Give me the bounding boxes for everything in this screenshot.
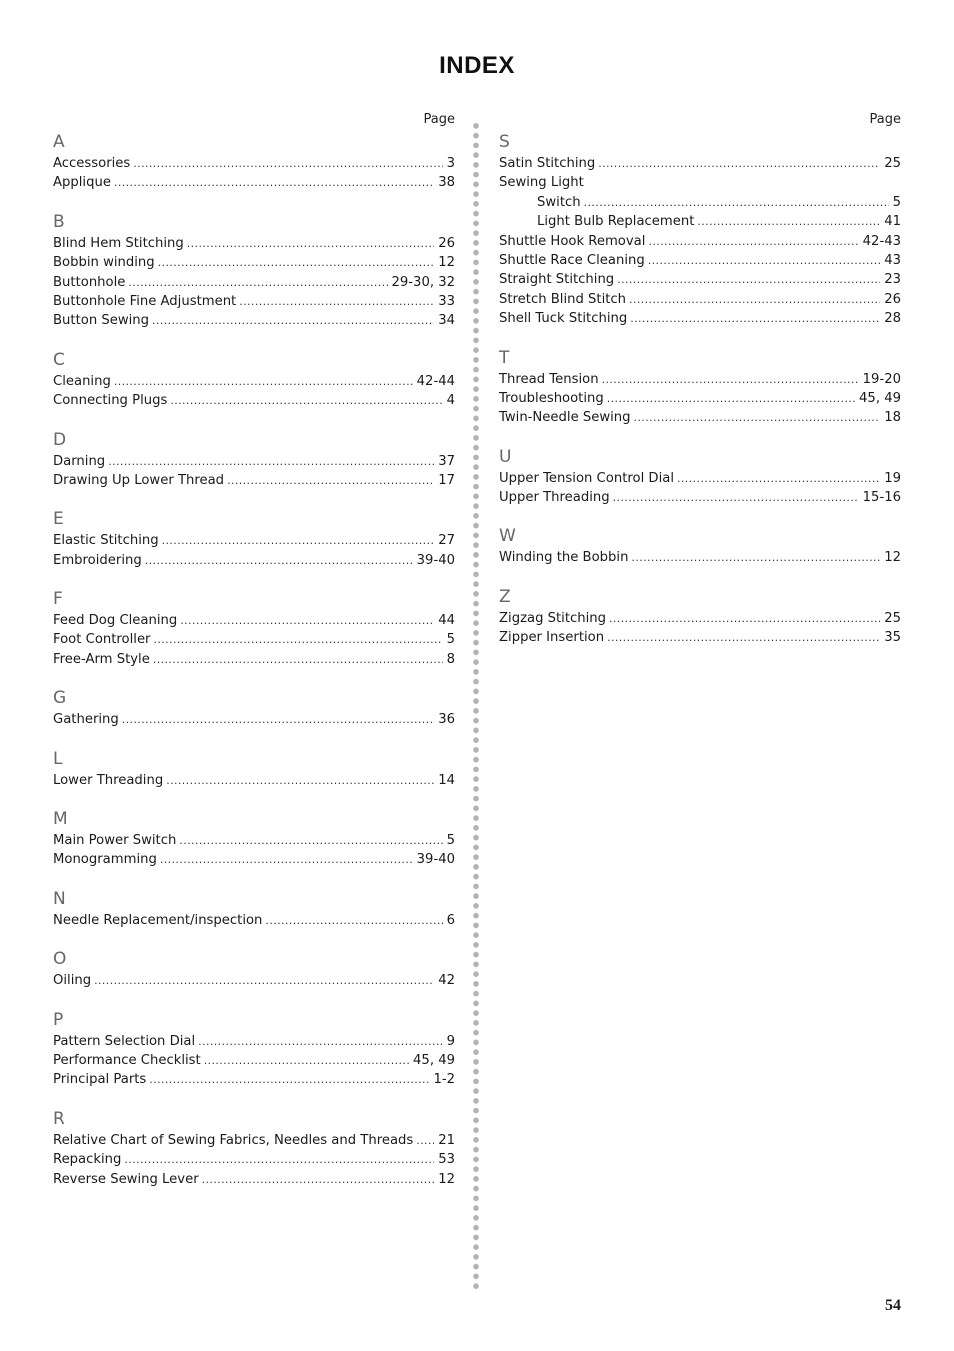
index-section-t (499, 346, 901, 428)
dot-leader (634, 408, 881, 427)
entry-page: 19 (884, 470, 901, 486)
section-letter: C (53, 349, 65, 370)
section-letter: S (499, 132, 510, 152)
index-entry (53, 630, 455, 649)
entry-label: Drawing Up Lower Thread (53, 472, 225, 488)
entry-page: 19-20 (862, 371, 901, 387)
index-entry (53, 611, 455, 630)
index-entry (53, 452, 455, 471)
section-letter: L (53, 748, 63, 769)
section-letter: W (499, 526, 516, 547)
dot-leader (677, 469, 880, 488)
index-entry (499, 309, 901, 328)
section-letter: R (53, 1108, 65, 1129)
index-entry (499, 370, 901, 389)
index-entry (53, 531, 455, 550)
entry-page: 15-16 (862, 490, 901, 506)
entry-page: 26 (438, 235, 455, 251)
index-entry (53, 273, 455, 292)
index-entry (499, 154, 901, 173)
entry-label: Zipper Insertion (499, 630, 605, 646)
entry-label: Darning (53, 453, 106, 469)
dot-leader (607, 389, 855, 408)
entry-label: Pattern Selection Dial (53, 1033, 196, 1049)
entry-label: Winding the Bobbin (499, 550, 629, 566)
entry-page: 43 (884, 252, 901, 268)
dot-leader (187, 234, 434, 253)
index-entry (53, 650, 455, 669)
entry-label: Reverse Sewing Lever (53, 1171, 199, 1187)
entry-label: Upper Threading (499, 490, 610, 506)
dot-leader (239, 292, 434, 311)
entry-page: 38 (438, 175, 455, 191)
index-column-left (53, 110, 455, 1189)
index-entry (499, 173, 901, 192)
entry-label: Blind Hem Stitching (53, 235, 184, 251)
dot-leader (153, 630, 442, 649)
entry-label: Cleaning (53, 373, 111, 389)
index-section-c (53, 348, 455, 411)
dot-leader (170, 391, 442, 410)
dot-leader (584, 193, 889, 212)
entry-label: Bobbin winding (53, 255, 155, 271)
dot-leader (149, 1070, 429, 1089)
entry-label: Main Power Switch (53, 833, 177, 849)
index-entry (53, 1170, 455, 1189)
entry-label: Needle Replacement/inspection (53, 912, 263, 928)
dot-leader (202, 1170, 435, 1189)
index-entry (53, 1150, 455, 1169)
index-entry (53, 1131, 455, 1150)
entry-page: 42-43 (862, 233, 901, 249)
index-entry (499, 609, 901, 628)
dot-leader (648, 232, 858, 251)
index-entry (499, 389, 901, 408)
entry-page: 39-40 (416, 852, 455, 868)
index-entry (53, 850, 455, 869)
index-entry (53, 292, 455, 311)
entry-page: 9 (446, 1033, 455, 1049)
section-letter: N (53, 888, 66, 909)
section-letter: M (53, 809, 68, 830)
index-entry (499, 251, 901, 270)
dot-leader (128, 273, 387, 292)
page-column-header: Page (869, 112, 901, 127)
entry-page: 21 (438, 1132, 455, 1148)
section-letter: A (53, 132, 65, 152)
index-entry (499, 408, 901, 427)
section-letter: P (53, 1009, 64, 1030)
dot-leader (617, 270, 880, 289)
page-number: 54 (885, 1297, 901, 1314)
dot-leader (198, 1032, 442, 1051)
index-entry (53, 1051, 455, 1070)
entry-label: Lower Threading (53, 772, 164, 788)
page-column-header: Page (423, 112, 455, 127)
entry-page: 37 (438, 453, 455, 469)
dot-leader (153, 650, 443, 669)
dot-leader (204, 1051, 409, 1070)
entry-page: 42 (438, 973, 455, 989)
entry-page: 27 (438, 533, 455, 549)
dot-leader (180, 611, 434, 630)
dot-leader (166, 771, 434, 790)
index-entry (53, 391, 455, 410)
entry-page: 29-30, 32 (391, 274, 455, 290)
entry-page: 18 (884, 410, 901, 426)
index-section-g (53, 686, 455, 729)
section-letter: D (53, 429, 67, 450)
index-section-m (53, 807, 455, 870)
dot-leader (152, 311, 434, 330)
index-section-o (53, 947, 455, 990)
index-section-a (53, 130, 455, 193)
index-section-n (53, 887, 455, 930)
index-section-r (53, 1107, 455, 1189)
entry-page: 28 (884, 311, 901, 327)
entry-page: 44 (438, 613, 455, 629)
dot-leader (602, 370, 859, 389)
dot-leader (227, 471, 434, 490)
index-entry (53, 234, 455, 253)
section-letter: Z (499, 586, 511, 607)
section-letter: E (53, 509, 64, 530)
section-letter: O (53, 949, 67, 970)
index-entry (499, 488, 901, 507)
section-letter: T (499, 347, 510, 368)
index-section-b (53, 210, 455, 331)
entry-label: Connecting Plugs (53, 393, 168, 409)
entry-label: Buttonhole Fine Adjustment (53, 293, 237, 309)
dot-leader (145, 551, 413, 570)
dot-leader (648, 251, 880, 270)
entry-label: Feed Dog Cleaning (53, 613, 178, 629)
entry-page: 3 (446, 156, 455, 171)
entry-page: 25 (884, 156, 901, 171)
entry-label: Gathering (53, 712, 119, 728)
index-section-w (499, 524, 901, 567)
index-section-p (53, 1008, 455, 1090)
dot-leader (179, 831, 442, 850)
section-letter: F (53, 589, 63, 610)
entry-page: 42-44 (416, 373, 455, 389)
dot-leader (598, 154, 880, 173)
entry-label: Elastic Stitching (53, 533, 159, 549)
entry-page: 25 (884, 610, 901, 626)
index-section-s (499, 130, 901, 329)
index-entry (499, 548, 901, 567)
entry-page: 12 (884, 550, 901, 566)
index-section-u (499, 445, 901, 508)
entry-label: Switch (537, 194, 581, 210)
entry-label: Oiling (53, 973, 92, 989)
entry-label: Stretch Blind Stitch (499, 291, 627, 307)
dot-leader (124, 1150, 434, 1169)
entry-page: 45, 49 (413, 1052, 455, 1068)
entry-label: Foot Controller (53, 632, 151, 648)
dot-leader (122, 710, 434, 729)
index-entry (53, 471, 455, 490)
dot-leader (629, 290, 880, 309)
entry-page: 34 (438, 313, 455, 329)
dot-leader (631, 548, 880, 567)
dot-leader (613, 488, 859, 507)
entry-page: 8 (446, 651, 455, 667)
entry-page: 33 (438, 293, 455, 309)
index-entry (53, 173, 455, 192)
entry-label: Accessories (53, 156, 131, 171)
entry-label: Satin Stitching (499, 156, 596, 171)
dot-leader (416, 1131, 434, 1150)
entry-label: Shuttle Hook Removal (499, 233, 646, 249)
entry-page: 4 (446, 393, 455, 409)
entry-label: Thread Tension (499, 371, 599, 387)
index-entry (53, 154, 455, 173)
section-letter: G (53, 688, 67, 709)
index-entry (53, 372, 455, 391)
index-section-l (53, 747, 455, 790)
entry-page: 17 (438, 472, 455, 488)
entry-page: 14 (438, 772, 455, 788)
index-entry (499, 290, 901, 309)
dot-leader (630, 309, 880, 328)
entry-page: 26 (884, 291, 901, 307)
index-entry (53, 971, 455, 990)
page-title: INDEX (439, 52, 515, 79)
entry-label: Embroidering (53, 552, 142, 568)
entry-label: Performance Checklist (53, 1052, 201, 1068)
index-entry (53, 1032, 455, 1051)
dot-leader (114, 372, 413, 391)
dot-leader (697, 212, 880, 231)
entry-page: 39-40 (416, 552, 455, 568)
entry-page: 41 (884, 214, 901, 230)
index-entry (499, 232, 901, 251)
index-entry (53, 1070, 455, 1089)
index-column-right (499, 110, 901, 648)
entry-page: 23 (884, 272, 901, 288)
entry-page: 1-2 (433, 1072, 455, 1088)
dot-leader (162, 531, 435, 550)
entry-label: Light Bulb Replacement (537, 214, 695, 230)
entry-label: Free-Arm Style (53, 651, 150, 667)
dot-leader (265, 911, 442, 930)
entry-page: 53 (438, 1152, 455, 1168)
entry-page: 45, 49 (859, 390, 901, 406)
entry-label: Repacking (53, 1152, 122, 1168)
dotted-divider (471, 121, 481, 1293)
entry-label: Applique (53, 175, 111, 191)
entry-page: 35 (884, 630, 901, 646)
index-entry (53, 911, 455, 930)
index-entry (53, 311, 455, 330)
dot-leader (114, 173, 434, 192)
index-section-z (499, 585, 901, 648)
index-entry (53, 253, 455, 272)
entry-label: Principal Parts (53, 1072, 147, 1088)
index-entry (499, 628, 901, 647)
entry-page: 36 (438, 712, 455, 728)
dot-leader (158, 253, 435, 272)
index-entry (499, 193, 901, 212)
entry-label: Buttonhole (53, 274, 126, 290)
entry-label: Upper Tension Control Dial (499, 470, 674, 486)
index-entry (499, 212, 901, 231)
index-entry (499, 270, 901, 289)
entry-label: Relative Chart of Sewing Fabrics, Needles and Threads (53, 1132, 414, 1148)
section-letter: B (53, 211, 65, 232)
index-entry (53, 831, 455, 850)
entry-page: 5 (892, 194, 901, 210)
index-entry (53, 710, 455, 729)
entry-label: Sewing Light (499, 175, 584, 191)
section-letter: U (499, 446, 512, 467)
index-entry (499, 469, 901, 488)
entry-page: 12 (438, 1171, 455, 1187)
index-section-e (53, 507, 455, 570)
entry-label: Twin-Needle Sewing (499, 410, 631, 426)
index-entry (53, 551, 455, 570)
entry-label: Straight Stitching (499, 272, 615, 288)
dot-leader (609, 609, 880, 628)
entry-label: Troubleshooting (499, 390, 604, 406)
entry-label: Shell Tuck Stitching (499, 311, 628, 327)
dot-leader (133, 154, 442, 173)
entry-label: Zigzag Stitching (499, 610, 607, 626)
dot-leader (94, 971, 434, 990)
dot-leader (108, 452, 434, 471)
entry-page: 12 (438, 255, 455, 271)
index-entry (53, 771, 455, 790)
dot-leader (160, 850, 413, 869)
entry-page: 5 (446, 833, 455, 849)
index-section-f (53, 587, 455, 669)
entry-page: 5 (446, 632, 455, 648)
dot-leader (607, 628, 880, 647)
entry-page: 6 (446, 912, 455, 928)
entry-label: Monogramming (53, 852, 157, 868)
index-section-d (53, 428, 455, 491)
entry-label: Shuttle Race Cleaning (499, 252, 645, 268)
entry-label: Button Sewing (53, 313, 150, 329)
